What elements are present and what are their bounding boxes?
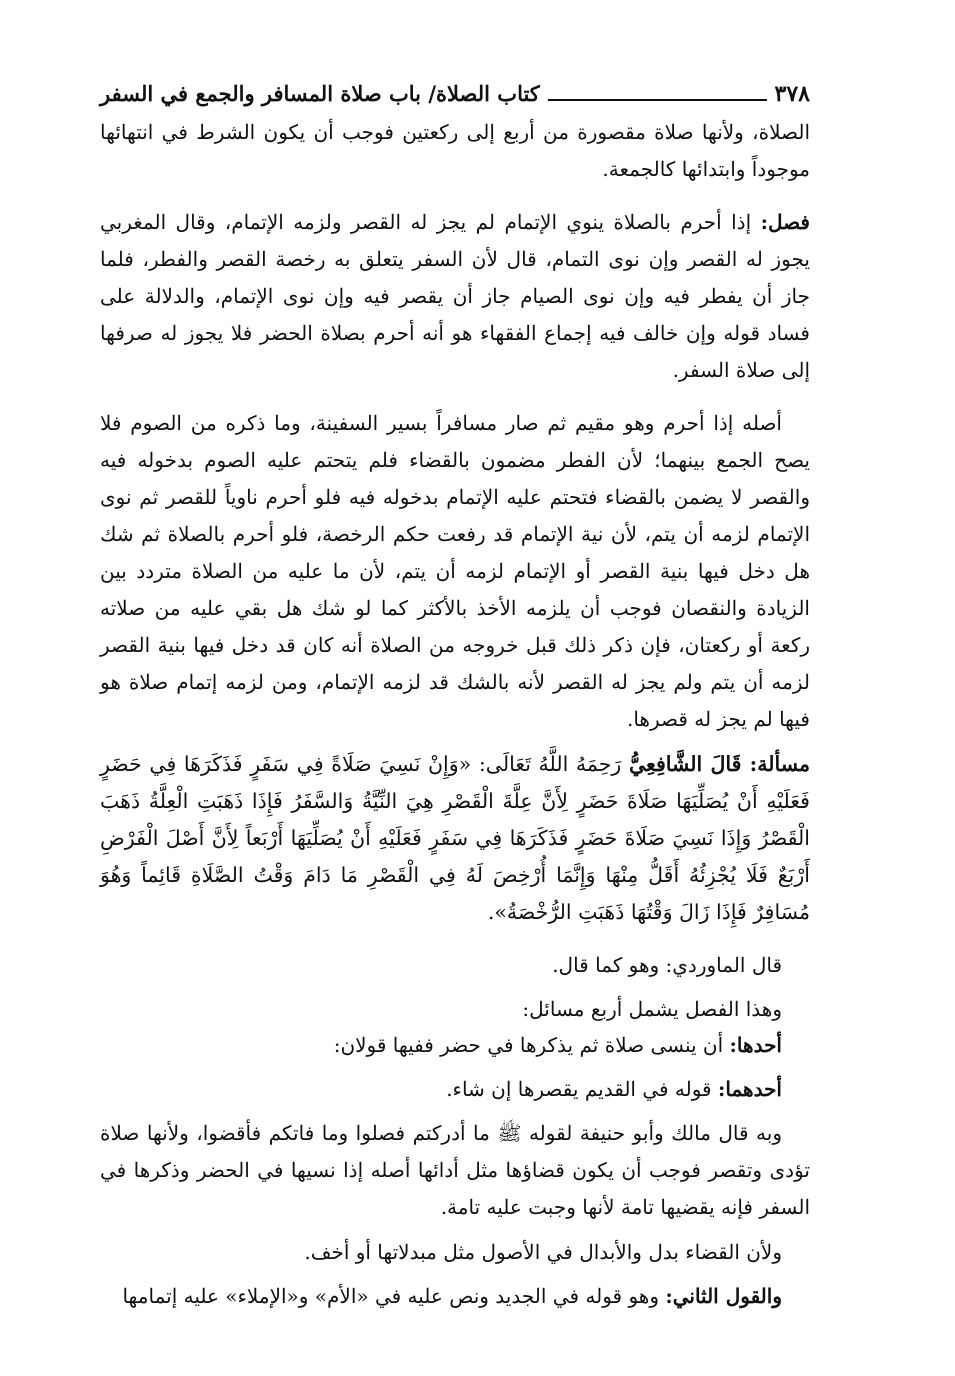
section-label-fasl: فصل:: [760, 210, 810, 234]
paragraph-malik: [100, 1115, 810, 1226]
paragraph-text: أصله إذا أحرم وهو مقيم ثم صار مسافراً بسير السفينة، وما ذكره من الصوم فلا يصح الجمع بينهما؛ لأن الفطر مضمون بالقضاء فلم يتحتم عليه الصوم بدخوله فيه والقصر لا يضمن بالقضاء فتحتم عليه الإتمام بدخوله فيه فلو أحرم ناوياً للقصر ثم نوى الإتمام لزمه أن يتم، لأن نية الإتمام قد رفعت حكم الرخصة، فلو أحرم بالصلاة ثم شك هل دخل فيها بنية القصر أو الإتمام لزمه أن يتم، لأن ما عليه من الصلاة متردد بين الزيادة والنقصان فوجب أن يلزمه الأخذ بالأكثر كما لو شك هل بقي عليه من صلاته ركعة أو ركعتان، فإن ذكر ذلك قبل خروجه من الصلاة أنه كان قد دخل فيها بنية القصر لزمه أن يتم ولم يجز له القصر لأنه بالشك قد لزمه الإتمام، ومن لزمه إتمام صلاة هو فيها لم يجز له قصرها.: [100, 411, 810, 731]
paragraph-text: وهو قوله في الجديد ونص عليه في «الأم» و«الإملاء» عليه إتمامها: [122, 1284, 666, 1308]
opinion-label-first: أحدهما:: [717, 1077, 782, 1101]
paragraph-text: ولأن القضاء بدل والأبدال في الأصول مثل مبدلاتها أو أخف.: [304, 1240, 782, 1264]
paragraph-text: وبه قال مالك وأبو حنيفة لقوله ﷺ ما أدركتم فصلوا وما فاتكم فأقضوا، ولأنها صلاة تؤدى وتقصر فوجب أن يكون قضاؤها مثل أدائها أصله إذا نسيها في الحضر وذكرها في السفر فإنه يقضيها تامة لأنها وجبت عليه تامة.: [100, 1121, 810, 1219]
paragraph-asl: [100, 405, 810, 738]
paragraph-text: وهذا الفصل يشمل أربع مسائل:: [522, 997, 782, 1021]
running-title: كتاب الصلاة/ باب صلاة المسافر والجمع في السفر: [100, 81, 540, 106]
paragraph-text: قال الماوردي: وهو كما قال.: [552, 953, 782, 977]
paragraph-first-opinion: [100, 1071, 810, 1107]
paragraph-fasl: [100, 204, 810, 389]
paragraph-qada: [100, 1234, 810, 1270]
paragraph-text: أن ينسى صلاة ثم يذكرها في حضر ففيها قولان:: [333, 1033, 730, 1057]
opinion-label-second: والقول الثاني:: [665, 1284, 782, 1308]
paragraph-mawardi: [100, 947, 810, 983]
paragraph-text: الصلاة، ولأنها صلاة مقصورة من أربع إلى ركعتين فوجب أن يكون الشرط في انتهائها موجوداً وابتدائها كالجمعة.: [100, 120, 810, 181]
paragraph-first-issue: [100, 1027, 810, 1063]
paragraph-continuation: [100, 114, 810, 188]
section-label-masala: مسألة: قَالَ الشَّافِعِيُّ: [628, 752, 810, 776]
header-rule: [548, 99, 767, 101]
running-header: [100, 80, 810, 114]
book-page: [100, 80, 810, 1314]
quoted-text: رَحِمَهُ اللَّهُ تَعَالَى: «وَإِنْ نَسِيَ صَلَاةً فِي سَفَرٍ فَذَكَرَهَا فِي حَضَرٍ فَعَلَيْهِ أَنْ يُصَلِّيَهَا صَلَاةَ حَضَرٍ لِأَنَّ عِلَّةَ الْقَصْرِ هِيَ النِّيَّةُ وَالسَّفَرُ فَإِذَا ذَهَبَتِ الْعِلَّةُ ذَهَبَ الْقَصْرُ وَإِذَا نَسِيَ صَلَاةَ حَضَرٍ فَذَكَرَهَا فِي سَفَرٍ فَعَلَيْهِ أَنْ يُصَلِّيَهَا أَرْبَعاً لِأَنَّ أَصْلَ الْفَرْضِ أَرْبَعٌ فَلَا يُجْزِئُهُ أَقَلُّ مِنْهَا وَإِنَّمَا أُرْخِصَ لَهُ فِي الْقَصْرِ مَا دَامَ وَقْتُ الصَّلَاةِ قَائِماً وَهُوَ مُسَافِرٌ فَإِذَا زَالَ وَقْتُهَا ذَهَبَتِ الرُّخْصَةُ».: [100, 752, 810, 924]
paragraph-text: إذا أحرم بالصلاة ينوي الإتمام لم يجز له القصر ولزمه الإتمام، وقال المغربي يجوز له القصر وإن نوى التمام، قال لأن السفر يتعلق به رخصة القصر والفطر، فلما جاز أن يفطر فيه وإن نوى الصيام جاز أن يقصر فيه وإن نوى الإتمام، والدلالة على فساد قوله وإن خالف فيه إجماع الفقهاء هو أنه أحرم بصلاة الحضر فلا يجوز له صرفها إلى صلاة السفر.: [100, 210, 810, 382]
paragraph-masala: [100, 746, 810, 931]
paragraph-second-opinion: [100, 1278, 810, 1314]
page-number: ٣٧٨: [774, 81, 810, 107]
paragraph-text: قوله في القديم يقصرها إن شاء.: [446, 1077, 718, 1101]
issue-label-first: أحدها:: [729, 1033, 782, 1057]
paragraph-four-issues: [100, 991, 810, 1027]
